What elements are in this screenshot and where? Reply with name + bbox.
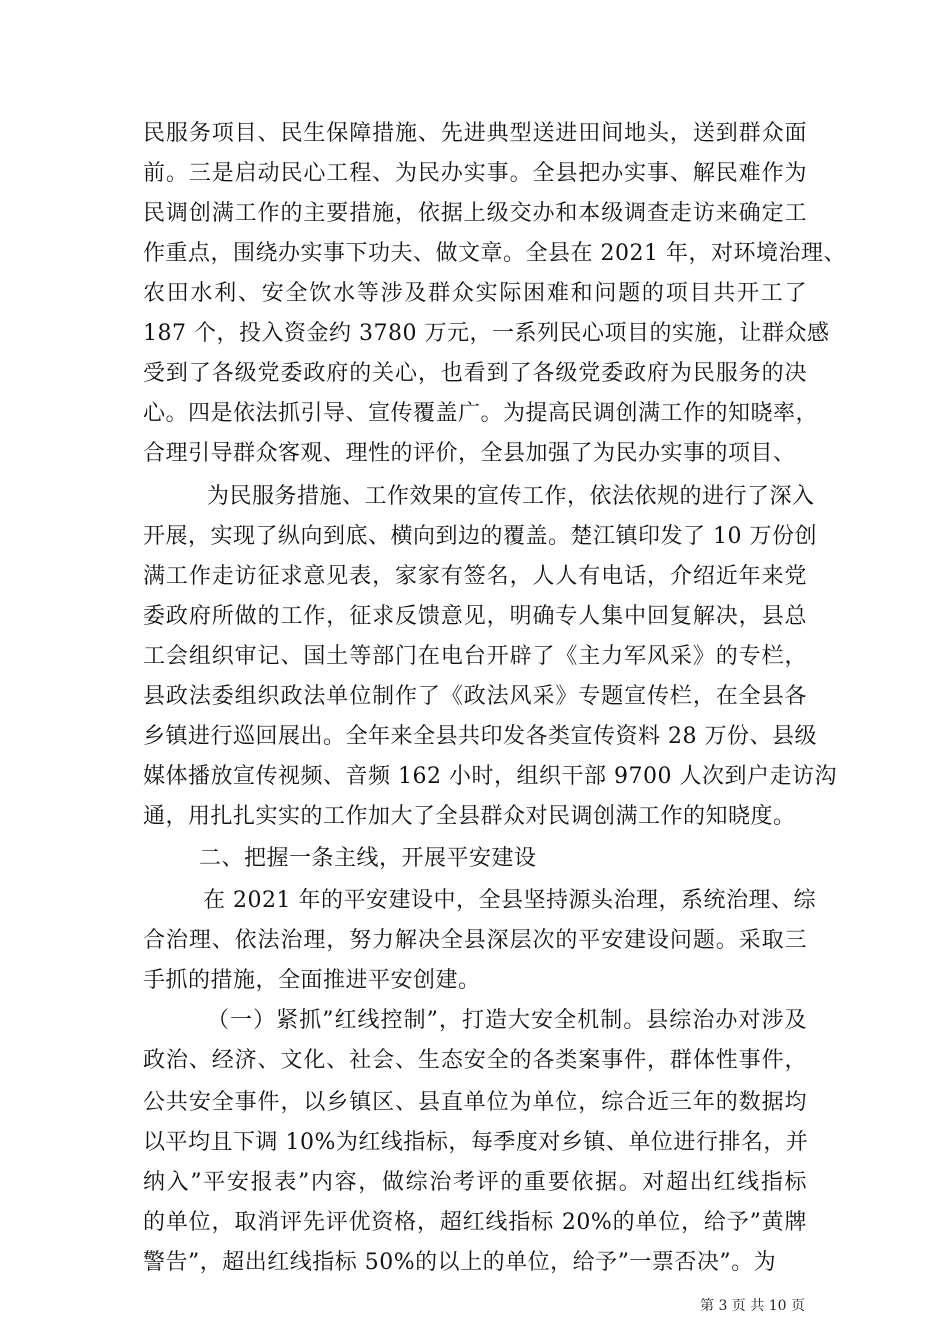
page-number: 第 3 页 共 10 页 — [700, 1298, 805, 1314]
paragraph-line: 民调创满工作的主要措施，依据上级交办和本级调查走访来确定工 — [143, 201, 807, 226]
paragraph-line: 以平均且下调 10%为红线指标，每季度对乡镇、单位进行排名，并 — [143, 1130, 809, 1155]
paragraph-line: 前。三是启动民心工程、为民办实事。全县把办实事、解民难作为 — [143, 161, 807, 186]
paragraph-line: 合治理、依法治理，努力解决全县深层次的平安建设问题。采取三 — [143, 928, 807, 953]
paragraph-line: （一）紧抓”红线控制”，打造大安全机制。县综治办对涉及 — [207, 1008, 807, 1033]
paragraph-line: 纳入”平安报表”内容，做综治考评的重要依据。对超出红线指标 — [143, 1170, 807, 1195]
paragraph-line: 警告”，超出红线指标 50%的以上的单位，给予”一票否决”。为 — [143, 1250, 777, 1275]
paragraph-line: 媒体播放宣传视频、音频 162 小时，组织干部 9700 人次到户走访沟 — [143, 764, 837, 789]
paragraph-line: 受到了各级党委政府的关心，也看到了各级党委政府为民服务的决 — [143, 361, 807, 386]
paragraph-line: 委政府所做的工作，征求反馈意见，明确专人集中回复解决，县总 — [143, 604, 807, 629]
paragraph-line: 政治、经济、文化、社会、生态安全的各类案事件，群体性事件， — [143, 1048, 807, 1073]
paragraph-line: 工会组织审记、国土等部门在电台开辟了《主力军风采》的专栏， — [143, 644, 807, 669]
paragraph-line: 满工作走访征求意见表，家家有签名，人人有电话，介绍近年来党 — [143, 564, 807, 589]
paragraph-line: 为民服务措施、工作效果的宣传工作，依法依规的进行了深入 — [207, 484, 815, 509]
paragraph-line: 合理引导群众客观、理性的评价，全县加强了为民办实事的项目、 — [143, 441, 796, 466]
paragraph-line: 在 2021 年的平安建设中，全县坚持源头治理，系统治理、综 — [203, 888, 816, 913]
paragraph-line: 县政法委组织政法单位制作了《政法风采》专题宣传栏，在全县各 — [143, 684, 807, 709]
paragraph-line: 心。四是依法抓引导、宣传覆盖广。为提高民调创满工作的知晓率， — [143, 401, 819, 426]
paragraph-line: 通，用扎扎实实的工作加大了全县群众对民调创满工作的知晓度。 — [143, 804, 796, 829]
paragraph-line: 开展，实现了纵向到底、横向到边的覆盖。楚江镇印发了 10 万份创 — [143, 524, 817, 549]
paragraph-line: 民服务项目、民生保障措施、先进典型送进田间地头，送到群众面 — [143, 121, 807, 146]
paragraph-line: 187 个，投入资金约 3780 万元，一系列民心项目的实施，让群众感 — [143, 321, 830, 346]
paragraph-line: 公共安全事件，以乡镇区、县直单位为单位，综合近三年的数据均 — [143, 1090, 807, 1115]
paragraph-line: 农田水利、安全饮水等涉及群众实际困难和问题的项目共开工了 — [143, 281, 807, 306]
paragraph-line: 的单位，取消评先评优资格，超红线指标 20%的单位，给予”黄牌 — [143, 1210, 807, 1235]
paragraph-line: 手抓的措施，全面推进平安创建。 — [143, 968, 481, 993]
paragraph-line: 乡镇进行巡回展出。全年来全县共印发各类宣传资料 28 万份、县级 — [143, 724, 817, 749]
paragraph-line: 二、把握一条主线，开展平安建设 — [199, 846, 537, 871]
paragraph-line: 作重点，围绕办实事下功夫、做文章。全县在 2021 年，对环境治理、 — [143, 241, 846, 266]
